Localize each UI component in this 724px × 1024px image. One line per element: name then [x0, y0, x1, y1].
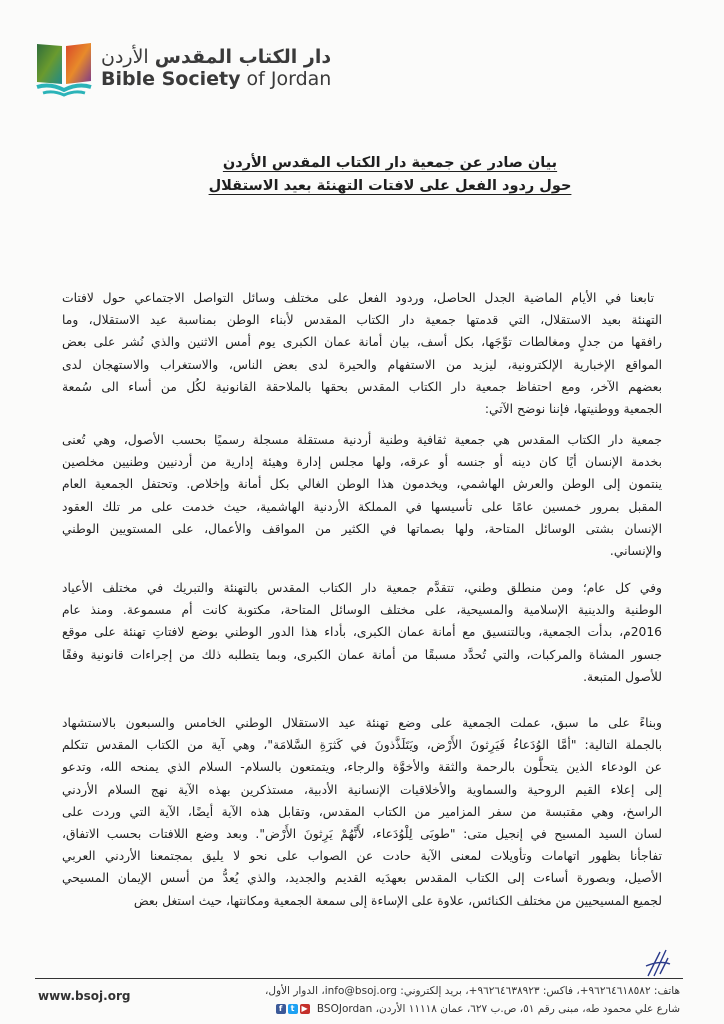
address-text: شارع علي محمود طه، مبنى رقم ٥١، ص.ب ٦٢٧، عمان ١١١١٨ الأردن،	[375, 1003, 680, 1015]
paragraph-line: تابعنا في الأيام الماضية الجدل الحاصل، وردود الفعل على مختلف وسائل التواصل الاجتماعي حول لافتات	[62, 291, 654, 305]
paragraph-line: الإنسان بشتى الوسائل المتاحة، ولها بصماتها في الكثير من المواقف والأعمال، على المستويين الوطني	[62, 521, 662, 536]
paragraph-line: التهنئة بعيد الاستقلال، التي قدمتها جمعية دار الكتاب المقدس لأبناء الوطن بمناسبة عيد الاستقلال، وما	[62, 313, 662, 328]
paragraph-line: 2016م، بدأت الجمعية، وبالتنسيق مع أمانة عمان الكبرى، بأداء هذا الدور الوطني بوضع لافتاتِ تهنئة على موقع	[62, 625, 662, 640]
paragraph-line: بالجملة التالية: "أمَّا الوُدَعاءُ فَيَرِثونَ الأَرْض، ويَتَلَذَّذونَ في كَثرَةِ السَّلامَة"، وهي آية من الكتاب المقدس تتكلم	[62, 738, 662, 753]
paragraph	[62, 712, 662, 912]
social-handle: BSOJordan	[316, 1003, 373, 1015]
logo-english-light: of Jordan	[246, 68, 332, 90]
open-book-logo-icon	[35, 40, 93, 98]
paragraph-line: ينتمون إلى الوطن والعرش الهاشمي، ويخدمون هذا الوطن الغالي بكل أمانة وإخلاص. وتحتفل الجمعية العام	[62, 477, 662, 492]
paragraph	[62, 287, 662, 420]
paragraph-line: وفي كل عام؛ ومن منطلق وطني، تتقدَّم جمعية دار الكتاب المقدس بالتهنئة والتبريك في مختلف الأعياد	[62, 581, 662, 595]
bible-society-logo	[35, 40, 331, 98]
statement-title-line-2: حول ردود الفعل على لافتات التهنئة بعيد الاستقلال	[208, 178, 572, 194]
paragraph	[62, 429, 662, 562]
paragraph-line: بعضهم الآخر، ومع احتفاظ جمعية دار الكتاب المقدس بحقها بالملاحقة القانونية لكُل من أساء الى سُمعة	[62, 379, 662, 394]
paragraph-line: والإنساني.	[609, 543, 662, 558]
youtube-icon[interactable]: ▶	[301, 1004, 308, 1013]
paragraph-line: الراسخ، وهي مقتبسة من سفر المزامير من الكتاب المقدس، وتقابل هذه الآية أيضًا، الآية التي وردت على	[62, 804, 662, 819]
website-link[interactable]: www.bsoj.org	[38, 989, 131, 1003]
logo-english-bold: Bible Society	[101, 68, 241, 90]
paragraph-line: للأصول المتبعة.	[583, 669, 662, 684]
paragraph-line: إلى إعلاء القيم الروحية والسماوية والأخلاقيات الإنسانية الأدبية، مستذكرين بهذه الآية نهج السلام الأردني	[62, 782, 662, 797]
paragraph-line: المواقع الإخبارية الإلكترونية، ليزيد من الاستفهام والحيرة لدى بعض الناس، والاستغراب والاستهجان لدى	[62, 357, 662, 372]
paragraph-line: الجمعية ووطنيتها، فإننا نوضح الآتي:	[484, 401, 662, 416]
facebook-icon[interactable]: f	[276, 1004, 286, 1014]
paragraph-line: بخدمة الإنسان أيًا كان دينه أو جنسه أو عرقه، ولها مجلس إدارة وهيئة إدارية من أردنيين وطنيين مخلصين	[62, 455, 662, 470]
paragraph-line: لسان السيد المسيح في إنجيل متى: "طوبَى لِلْوُدَعاء، لأَنَّهُمْ يَرِثونَ الأَرْض". وبعد وضع اللافتات بحسب الاتفاق،	[62, 826, 662, 841]
paragraph-line: لجميع المسيحيين من مختلف الكنائس، علاوة على الإساءة إلى سمعة الجمعية ومكانتها، حيث استغل بعض	[133, 893, 662, 908]
paragraph-line: وبناءً على ما سبق، عملت الجمعية على وضع تهنئة عيد الاستقلال الوطني الخامس والسبعون بالاستشهاد	[62, 716, 662, 730]
statement-title-line-1: بيان صادر عن جمعية دار الكتاب المقدس الأردن	[222, 155, 558, 171]
paragraph	[62, 577, 662, 688]
paragraph-line: تفاجأنا بظهور اتهامات وتأويلات لمعنى الآية حادت عن الصواب على نحو لا يليق بمجتمعنا الأردني العربي	[62, 849, 662, 864]
paragraph-line: جسور المشاة والمركبات، والتي تُحدَّد مسبقًا من أمانة عمان الكبرى، وبما يتطلبه ذلك من إجراءات قانونية وفقًا	[62, 647, 662, 662]
paragraph-line: المقبل بمرور خمسين عامًا على تأسيسها في المملكة الأردنية الهاشمية، حيث خدمت على مر تلك العقود	[62, 499, 662, 514]
footer-divider	[35, 978, 683, 979]
paragraph-line: الأصيل، وبصورة أساءت إلى الكتاب المقدس بعهدَيه القديم والجديد، والذي يُعدُّ من أسس الإيمان المسيحي	[62, 871, 662, 886]
contact-line: هاتف: ٩٦٢٦٤٦١٨٥٨٢+، فاكس: ٩٦٢٦٤٦٣٨٩٢٣+، بريد إلكتروني: info@bsoj.org، الدوار الأول،	[264, 985, 680, 997]
paragraph-line: الوطنية والدينية الإسلامية والمسيحية، على مختلف الوسائل المتاحة، مكتوبة كانت أم مسموعة. ومنذ عام	[62, 603, 662, 618]
signature	[640, 948, 680, 982]
logo-arabic-light: الأردن	[101, 46, 149, 69]
address-line	[276, 1003, 680, 1015]
paragraph-line: عن الودعاء الذين يتحلَّون بالرحمة والثقة والأخوَّة والرجاء، ويتمتعون بالسلام- السلام الذي يمنحه الله، وتدعو	[62, 760, 662, 775]
paragraph-line: جمعية دار الكتاب المقدس هي جمعية ثقافية وطنية أردنية مستقلة مسجلة رسميًا بحسب الأصول، وهي تُعنى	[62, 433, 662, 447]
logo-arabic-bold: دار الكتاب المقدس	[154, 46, 332, 69]
twitter-icon[interactable]: t	[288, 1004, 298, 1014]
paragraph-line: رافقها من جدلٍ ومغالطات توِّجَها، بكل أسف، بيان أمانة عمان الكبرى يوم أمس الاثنين والذي نُشر على بعض	[62, 335, 662, 350]
